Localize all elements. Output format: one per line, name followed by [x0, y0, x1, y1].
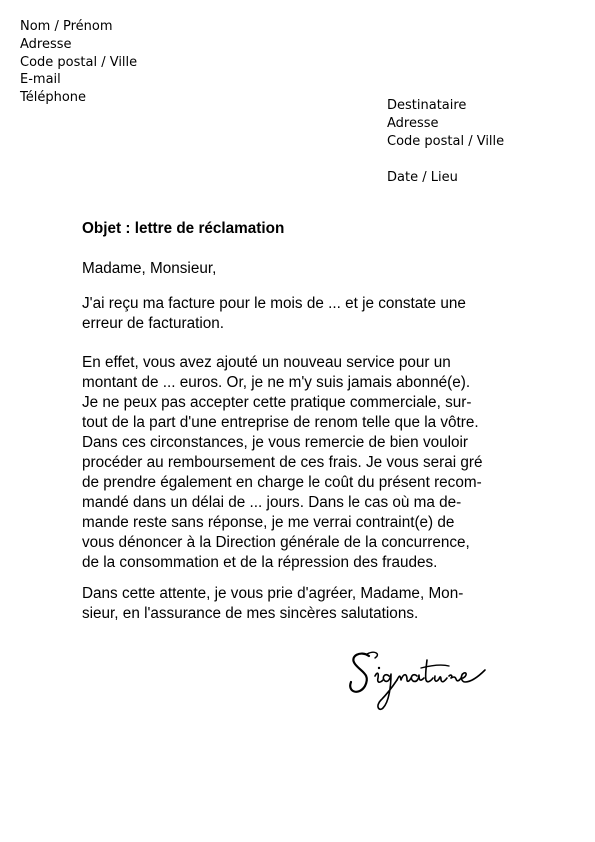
paragraph-line: mandé dans un délai de ... jours. Dans le cas où ma de- [82, 494, 462, 511]
paragraph-line: erreur de facturation. [82, 315, 224, 332]
paragraph-2 [82, 353, 482, 573]
paragraph-line: Je ne peux pas accepter cette pratique commerciale, sur- [82, 394, 472, 411]
recipient-block [387, 97, 504, 187]
signature-icon [345, 646, 490, 718]
recipient-postal-city: Code postal / Ville [387, 134, 505, 149]
paragraph-line: procéder au remboursement de ces frais. Je vous serai gré [82, 454, 483, 471]
paragraph-line: vous dénoncer à la Direction générale de la concurrence, [82, 534, 470, 551]
paragraph-3 [82, 584, 463, 624]
paragraph-line: J'ai reçu ma facture pour le mois de ... et je constate une [82, 295, 466, 312]
paragraph-line: sieur, en l'assurance de mes sincères salutations. [82, 605, 419, 622]
paragraph-line: Dans cette attente, je vous prie d'agréer, Madame, Mon- [82, 585, 464, 602]
paragraph-line: Dans ces circonstances, je vous remercie de bien vouloir [82, 434, 468, 451]
sender-name: Nom / Prénom [20, 19, 113, 34]
sender-phone: Téléphone [20, 90, 87, 106]
date-place: Date / Lieu [387, 170, 458, 185]
greeting-text: Madame, Monsieur, [82, 260, 217, 277]
paragraph-line: montant de ... euros. Or, je ne m'y suis jamais abonné(e). [82, 374, 471, 391]
recipient-address: Adresse [387, 116, 439, 131]
paragraph-line: En effet, vous avez ajouté un nouveau service pour un [82, 354, 451, 371]
recipient-name: Destinataire [387, 98, 467, 113]
greeting [82, 259, 216, 279]
paragraph-line: tout de la part d'une entreprise de renom telle que la vôtre. [82, 414, 479, 431]
subject-line [82, 219, 284, 239]
sender-email: E-mail [20, 72, 61, 88]
paragraph-1 [82, 294, 466, 334]
subject-text: Objet : lettre de réclamation [82, 220, 285, 237]
sender-block [20, 18, 137, 107]
sender-postal-city: Code postal / Ville [20, 54, 138, 70]
paragraph-line: de prendre également en charge le coût du présent recom- [82, 474, 482, 491]
paragraph-line: de la consommation et de la répression des fraudes. [82, 554, 438, 571]
sender-address: Adresse [20, 36, 72, 52]
paragraph-line: mande reste sans réponse, je me verrai contraint(e) de [82, 514, 455, 531]
